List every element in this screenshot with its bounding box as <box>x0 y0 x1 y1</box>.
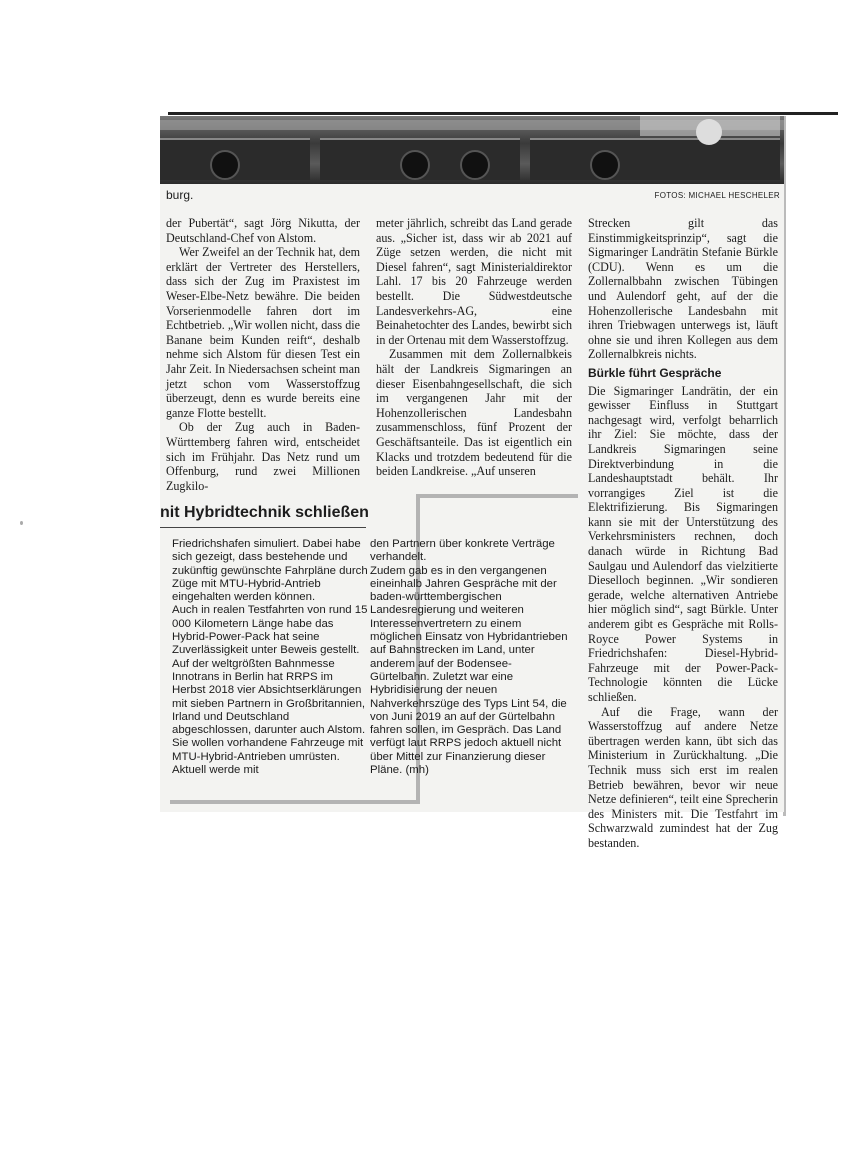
sidebar-frame-top <box>416 494 578 498</box>
paragraph: der Pubertät“, sagt Jörg Nikutta, der Deutschland-Chef von Alstom. <box>166 216 360 245</box>
clipping-top-edge <box>168 112 838 115</box>
train-wheel <box>210 150 240 180</box>
paragraph: Ob der Zug auch in Baden-Württemberg fahren wird, entscheidet sich im Frühjahr. Das Netz rund um Offenburg, rund zwei Millionen Zugkilo- <box>166 420 360 493</box>
train-photo <box>160 116 784 184</box>
paragraph: Auch in realen Testfahrten von rund 15 000 Kilometern Länge habe das Hybrid-Power-Pack hat seine Zuverlässigkeit unter Beweis gestellt. <box>172 604 368 657</box>
newspaper-clipping <box>160 116 784 850</box>
paragraph: Wer Zweifel an der Technik hat, dem erklärt der Vertreter des Herstellers, dass sich der Zug im Praxistest im Weser-Elbe-Netz bewähre. Die beiden Vorserienmodelle fahren dort im Echtbetrieb. „Wir wollen nicht, dass die Banane beim Kunden reift“, deshalb nehme sich Alstom für diesen Test ein Jahr Zeit. In Niedersachsen scheint man jetzt schon vom Wasserstoffzug überzeugt, denn es wurde bereits eine ganze Flotte bestellt. <box>166 245 360 420</box>
sidebar-frame-bottom <box>170 800 420 804</box>
train-car <box>530 138 780 180</box>
sidebar-column-2 <box>370 538 568 777</box>
article-column-3 <box>588 216 778 851</box>
paragraph: Zusammen mit dem Zollernalbkeis hält der Landkreis Sigmaringen an dieser Eisenbahngesellschaft, die sich im vergangenen Jahr mit der Hohenzollerischen Landesbahn zusammenschloss, fünf Prozent der Geschäftsanteile. Das ist eigentlich ein Klacks und trotzdem bedeutend für die beiden Landkreise. „Auf unseren <box>376 347 572 479</box>
sidebar-column-1 <box>172 538 368 777</box>
train-logo-icon <box>696 119 722 145</box>
sidebar-headline: nit Hybridtechnik schließen <box>160 504 369 521</box>
train-wheel <box>400 150 430 180</box>
paragraph: Zudem gab es in den vergangenen eineinhalb Jahren Gespräche mit der baden-württembergischen Landesregierung und weiteren Interessenvertretern zu einem möglichen Einsatz von Hybridantrieben auf Bahnstrecken im Land, unter anderem auf der Bodensee-Gürtelbahn. Zuletzt war eine Hybridisierung der neuen Nahverkehrszüge des Typs Lint 54, die von Juni 2019 an auf der Gürtelbahn fahren sollen, im Gespräch. Das Land verfügt laut RRPS jedoch aktuell nicht über Mittel zur Finanzierung dieser Pläne. (mh) <box>370 564 568 777</box>
scan-speck <box>20 521 23 525</box>
paragraph: den Partnern über konkrete Verträge verhandelt. <box>370 538 555 564</box>
headline-rule <box>160 527 366 528</box>
article-column-1 <box>166 216 360 493</box>
train-wheel <box>590 150 620 180</box>
photo-caption: burg. <box>166 188 194 202</box>
paragraph: Auf der weltgrößten Bahnmesse Innotrans in Berlin hat RRPS im Herbst 2018 vier Absichtserklärungen mit sieben Partnern in Großbritannien, Irland und Deutschland abgeschlossen, darunter auch Alstom. Sie wollen vorhandene Fahrzeuge mit MTU-Hybrid-Antrieben umrüsten. Aktuell werde mit <box>172 657 366 777</box>
article-column-2 <box>376 216 572 479</box>
paragraph: Friedrichshafen simuliert. Dabei habe sich gezeigt, dass bestehende und zukünftig gewünschte Fahrpläne durch Züge mit MTU-Hybrid-Antrieb eingehalten werden können. <box>172 538 368 604</box>
photo-credit: FOTOS: MICHAEL HESCHELER <box>654 191 780 200</box>
paragraph: Strecken gilt das Einstimmigkeitsprinzip“, sagt die Sigmaringer Landrätin Stefanie Bürkle (CDU). Wenn es um die Zollernalbbahn zwischen Tübingen und Aulendorf geht, auf der die Hohenzollerische Landesbahn mit ihren Triebwagen unterwegs ist, läuft ohne sie und ihren Kollegen aus dem Zollernalbkreis nichts. <box>588 216 778 362</box>
article-subheading: Bürkle führt Gespräche <box>588 365 722 380</box>
paragraph: Auf die Frage, wann der Wasserstoffzug auf andere Netze übertragen werden kann, übt sich das Ministerium in Zurückhaltung. „Die Technik muss sich erst im realen Betrieb bewähren, bevor wir neue Netze definieren“, teilt eine Sprecherin des Ministers mit. Die Testfahrt im Schwarzwald zumindest hat der Zug bestanden. <box>588 704 778 850</box>
train-wheel <box>460 150 490 180</box>
paragraph: meter jährlich, schreibt das Land gerade aus. „Sicher ist, dass wir ab 2021 auf Züge setzen werden, die nicht mit Diesel fahren“, sagt Ministerialdirektor Lahl. 17 bis 20 Fahrzeuge werden bestellt. Die Südwestdeutsche Landesverkehrs-AG, eine Beinahetochter des Landes, bewirbt sich in der Ortenau mit dem Wasserstoffzug. <box>376 216 572 347</box>
paragraph: Die Sigmaringer Landrätin, der ein gewisser Einfluss in Stuttgart nachgesagt wird, verfolgt beharrlich ihr Ziel: Sie möchte, dass der Landkreis Sigmaringen seine Direktverbindung in die Landeshauptstadt behält. Ihr vorrangiges Ziel ist die Elektrifizierung. Bis Sigmaringen kann sie mit der Unterstützung des Verkehrsministers rechnen, doch danach würde in Richtung Bad Saulgau und Aulendorf das vielzitierte Dieselloch beginnen. „Wir sondieren gerade, welche alternativen Antriebe hier möglich sind“, sagt Bürkle. Unter anderem gibt es Gespräche mit Rolls-Royce Power Systems in Friedrichshafen: Diesel-Hybrid-Fahrzeuge mit der Power-Pack-Technologie könnten die Lücke schließen. <box>588 383 778 704</box>
